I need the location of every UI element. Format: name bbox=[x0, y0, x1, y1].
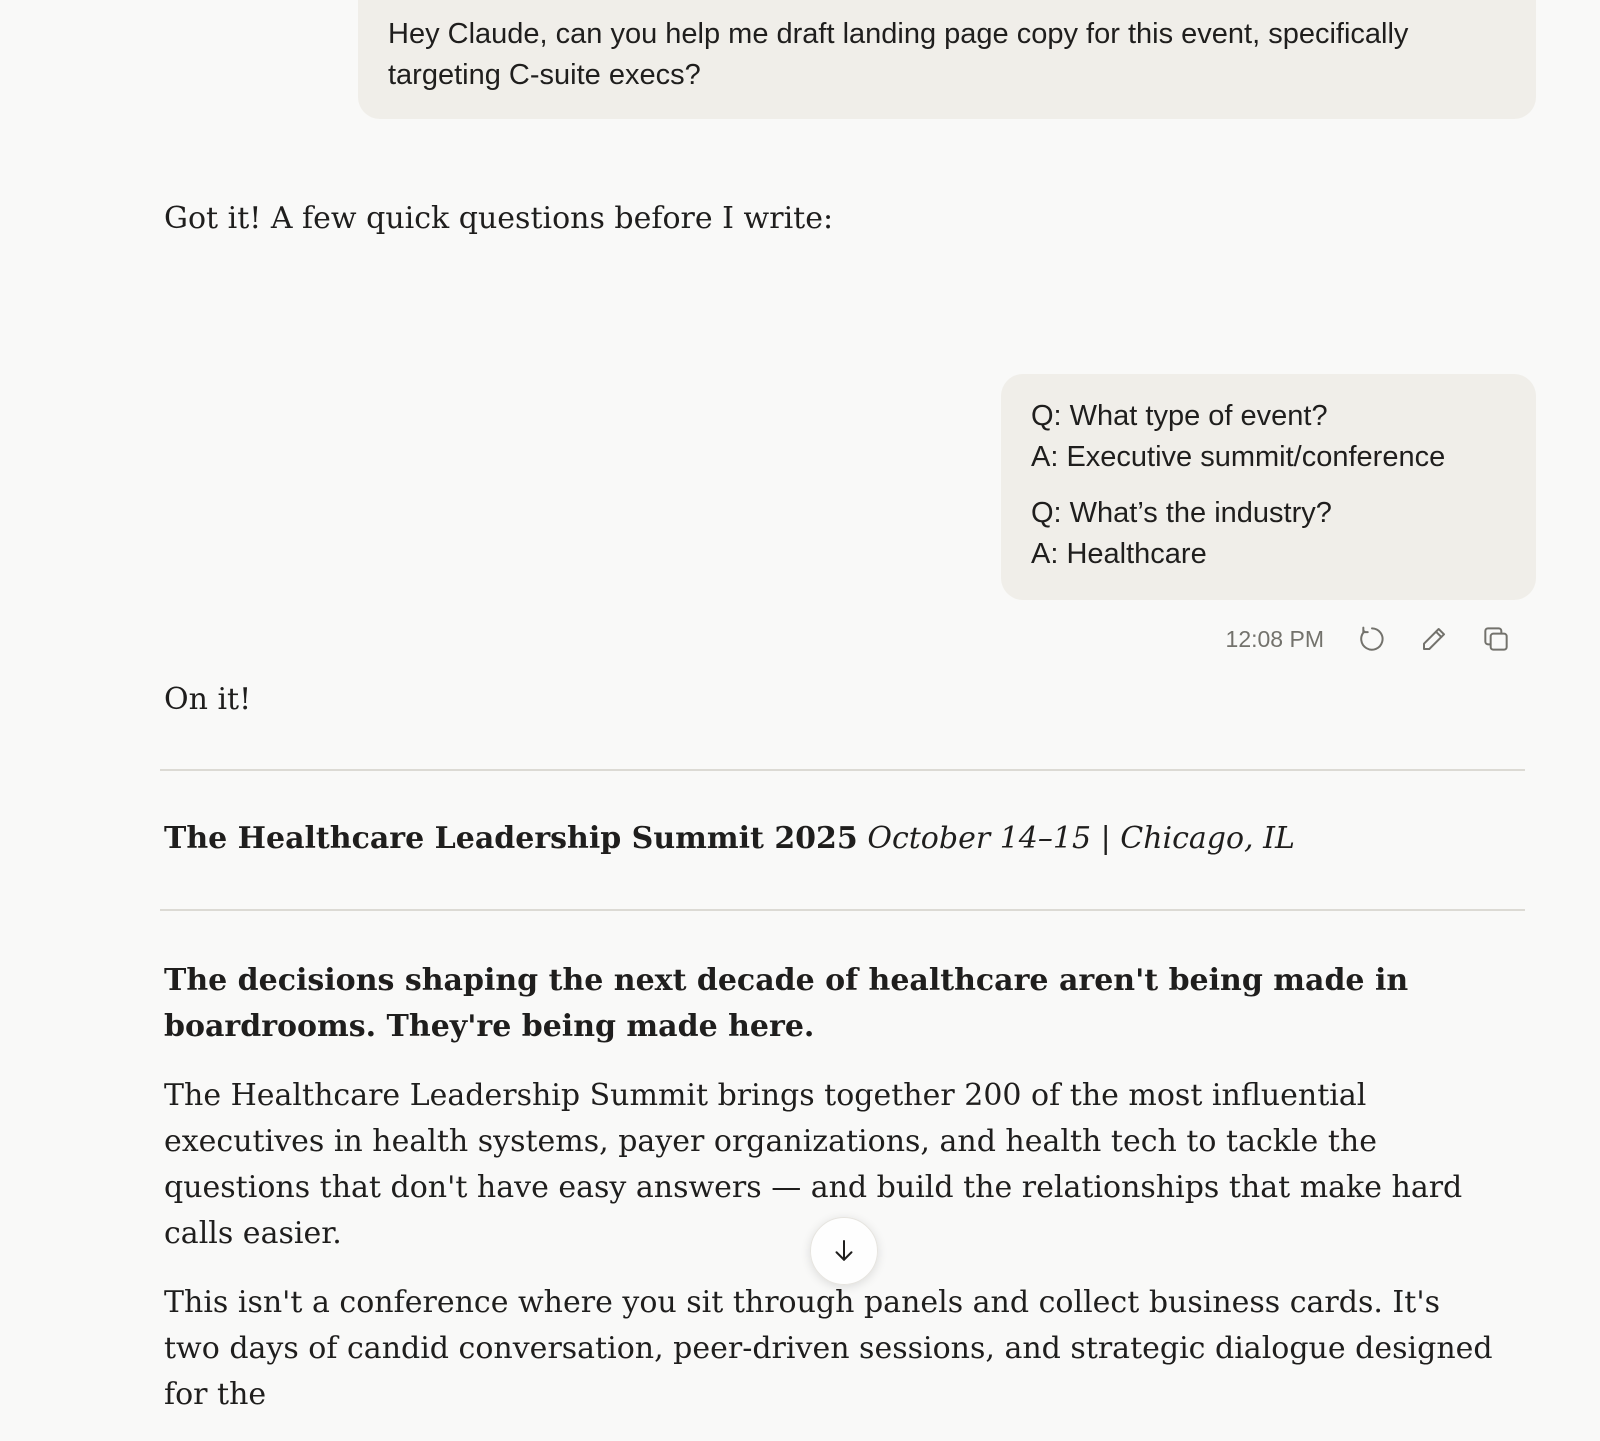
user-message-text: Hey Claude, can you help me draft landing page copy for this event, specifically targeting C-suite execs? bbox=[388, 18, 1409, 91]
edit-button[interactable] bbox=[1414, 619, 1454, 659]
user-message-bubble bbox=[358, 0, 1536, 119]
event-title: The Healthcare Leadership Summit 2025 bbox=[164, 821, 858, 856]
divider bbox=[160, 909, 1525, 911]
scroll-to-bottom-button[interactable] bbox=[810, 1217, 878, 1285]
answer-text: A: Executive summit/conference bbox=[1031, 441, 1446, 473]
question-text: Q: What type of event? bbox=[1031, 400, 1328, 432]
copy-button[interactable] bbox=[1476, 619, 1516, 659]
message-timestamp: 12:08 PM bbox=[1225, 625, 1324, 652]
user-answers-bubble bbox=[1001, 374, 1536, 600]
arrow-down-icon bbox=[829, 1236, 859, 1266]
assistant-message-intro: Got it! A few quick questions before I write: bbox=[164, 201, 834, 236]
landing-copy-body bbox=[164, 958, 1494, 1441]
landing-paragraph: The Healthcare Leadership Summit brings together 200 of the most influential executives in health systems, payer organizations, and health tech to tackle the questions that don't have easy answers — and build the relationships that make hard calls easier. bbox=[164, 1078, 1463, 1251]
landing-headline: The decisions shaping the next decade of healthcare aren't being made in boardrooms. They're being made here. bbox=[164, 963, 1409, 1044]
divider bbox=[160, 769, 1525, 771]
landing-paragraph: This isn't a conference where you sit through panels and collect business cards. It's two days of candid conversation, peer-driven sessions, and strategic dialogue designed for the bbox=[164, 1285, 1493, 1412]
qa-pair bbox=[1031, 493, 1506, 575]
event-header bbox=[164, 816, 1295, 862]
pencil-icon bbox=[1418, 623, 1450, 655]
qa-pair bbox=[1031, 396, 1506, 478]
question-text: Q: What’s the industry? bbox=[1031, 497, 1332, 529]
retry-button[interactable] bbox=[1352, 619, 1392, 659]
message-actions-row bbox=[1226, 618, 1516, 660]
copy-icon bbox=[1480, 623, 1512, 655]
event-details: October 14–15 | Chicago, IL bbox=[867, 821, 1295, 856]
answer-text: A: Healthcare bbox=[1031, 538, 1207, 570]
retry-icon bbox=[1356, 623, 1388, 655]
assistant-message-ack: On it! bbox=[164, 682, 252, 717]
